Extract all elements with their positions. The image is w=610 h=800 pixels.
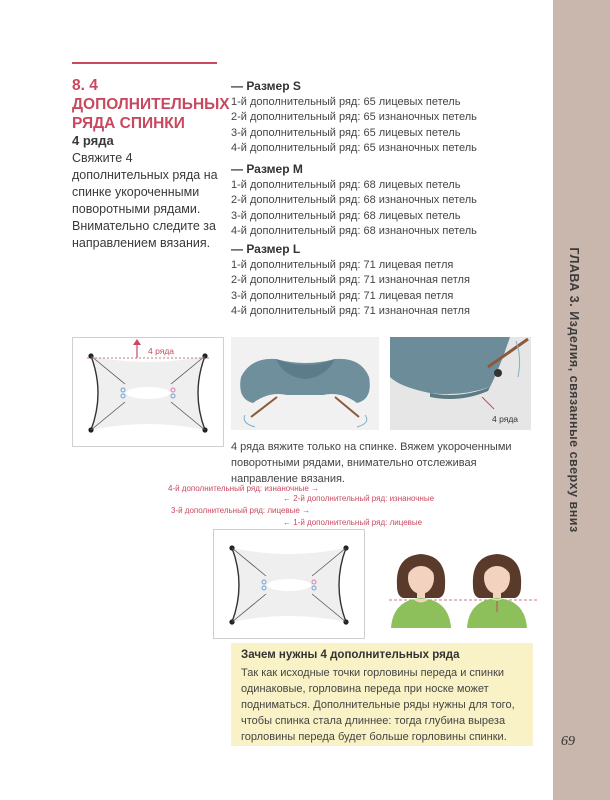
row-label-2: ← 2-й дополнительный ряд: изнаночные xyxy=(283,494,435,503)
section-subheading: 4 ряда xyxy=(72,133,114,148)
row-label-4: 4-й дополнительный ряд: изнаночные → xyxy=(168,484,320,493)
back-rows-diagram-detail xyxy=(213,529,365,639)
row-line: 4-й дополнительный ряд: 68 изнаночных петель xyxy=(231,225,477,237)
page-number: 69 xyxy=(561,734,575,749)
neckline-comparison-illustration xyxy=(389,548,537,628)
size-label: — Размер M xyxy=(231,162,303,176)
row-line: 3-й дополнительный ряд: 65 лицевых петель xyxy=(231,126,461,139)
row-label-3: 3-й дополнительный ряд: лицевые → xyxy=(171,506,311,515)
row-line: 3-й дополнительный ряд: 71 лицевая петля xyxy=(231,289,454,302)
size-m-block xyxy=(231,162,541,240)
size-label: — Размер L xyxy=(231,242,301,256)
knitting-photo-front xyxy=(231,337,379,430)
row-line: 3-й дополнительный ряд: 68 лицевых петель xyxy=(231,209,461,222)
row-line: 2-й дополнительный ряд: 65 изнаночных петель xyxy=(231,111,477,123)
diagram-rows-label: 4 ряда xyxy=(148,346,175,356)
row-line: 4-й дополнительный ряд: 65 изнаночных петель xyxy=(231,142,477,154)
photo-rows-label: 4 ряда xyxy=(492,414,519,424)
row-line: 1-й дополнительный ряд: 71 лицевая петля xyxy=(231,258,454,271)
size-s-block xyxy=(231,79,541,157)
note-body: Так как исходные точки горловины переда и спинки одинаковые, горловина переда при носке может подниматься. Дополнительные ряды нужны для того, чтобы спинка стала длиннее: тогда глубина выреза горловины переда будет больше горловины спинки. xyxy=(241,667,515,743)
size-label: — Размер S xyxy=(231,79,301,93)
photo-caption: 4 ряда вяжите только на спинке. Вяжем укороченными поворотными рядами, внимательно отслеживая направление вязания. xyxy=(231,441,512,485)
chapter-sidebar xyxy=(553,0,610,800)
section-title: 8. 4 ДОПОЛНИТЕЛЬНЫХ РЯДА СПИНКИ xyxy=(72,77,230,132)
row-line: 4-й дополнительный ряд: 71 изнаночная петля xyxy=(231,305,470,317)
row-line: 2-й дополнительный ряд: 68 изнаночных петель xyxy=(231,194,477,206)
chapter-label: ГЛАВА 3. Изделия, связанные сверху вниз xyxy=(567,247,581,533)
row-label-1: ← 1-й дополнительный ряд: лицевые xyxy=(283,518,423,527)
row-line: 2-й дополнительный ряд: 71 изнаночная петля xyxy=(231,274,470,286)
row-line: 1-й дополнительный ряд: 68 лицевых петель xyxy=(231,178,461,191)
note-title: Зачем нужны 4 дополнительных ряда xyxy=(241,649,460,661)
title-rule xyxy=(72,62,217,64)
section-intro: Свяжите 4 дополнительных ряда на спинке укороченными поворотными рядами. Внимательно следите за направлением вязания. xyxy=(72,151,218,250)
size-l-block xyxy=(231,242,541,320)
row-line: 1-й дополнительный ряд: 65 лицевых петель xyxy=(231,95,461,108)
